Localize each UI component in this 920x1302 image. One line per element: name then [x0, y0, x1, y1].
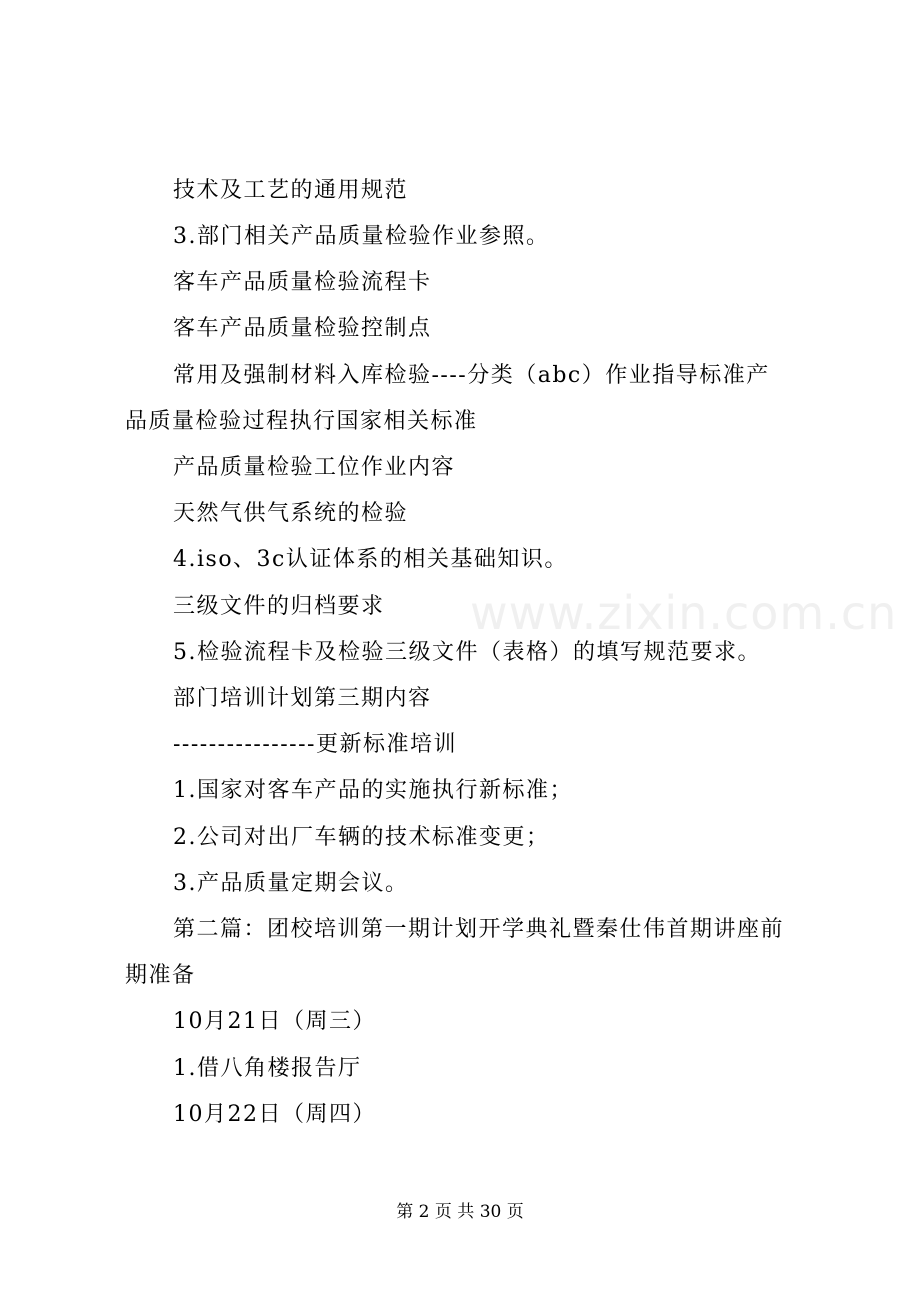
- text-line: 部门培训计划第三期内容: [173, 686, 432, 711]
- text-line: 三级文件的归档要求: [173, 594, 385, 619]
- text-line: 天然气供气系统的检验: [173, 501, 409, 526]
- text-line: 3.部门相关产品质量检验作业参照。: [173, 224, 550, 249]
- text-line: 第二篇：团校培训第一期计划开学典礼暨秦仕伟首期讲座前: [173, 917, 785, 942]
- text-line: 10月21日（周三）: [173, 1009, 376, 1034]
- text-line: 5.检验流程卡及检验三级文件（表格）的填写规范要求。: [173, 640, 761, 665]
- text-line: 期准备: [125, 963, 196, 988]
- text-line: ----------------更新标准培训: [173, 732, 457, 757]
- text-line: 客车产品质量检验控制点: [173, 316, 432, 341]
- text-line: 1.借八角楼报告厅: [173, 1056, 362, 1081]
- text-line: 品质量检验过程执行国家相关标准: [125, 409, 478, 434]
- text-line: 客车产品质量检验流程卡: [173, 270, 432, 295]
- text-line: 10月22日（周四）: [173, 1102, 376, 1127]
- text-line: 技术及工艺的通用规范: [173, 178, 409, 203]
- text-line: 1.国家对客车产品的实施执行新标准；: [173, 778, 573, 803]
- text-line: 产品质量检验工位作业内容: [173, 455, 456, 480]
- text-line: 3.产品质量定期会议。: [173, 871, 409, 896]
- text-line: 4.iso、3c认证体系的相关基础知识。: [173, 547, 568, 572]
- text-line: 2.公司对出厂车辆的技术标准变更；: [173, 825, 550, 850]
- page-footer: 第 2 页 共 30 页: [396, 1202, 524, 1222]
- watermark: www.zixin.com.cn: [470, 586, 898, 640]
- text-line: 常用及强制材料入库检验----分类（abc）作业指导标准产: [173, 363, 770, 388]
